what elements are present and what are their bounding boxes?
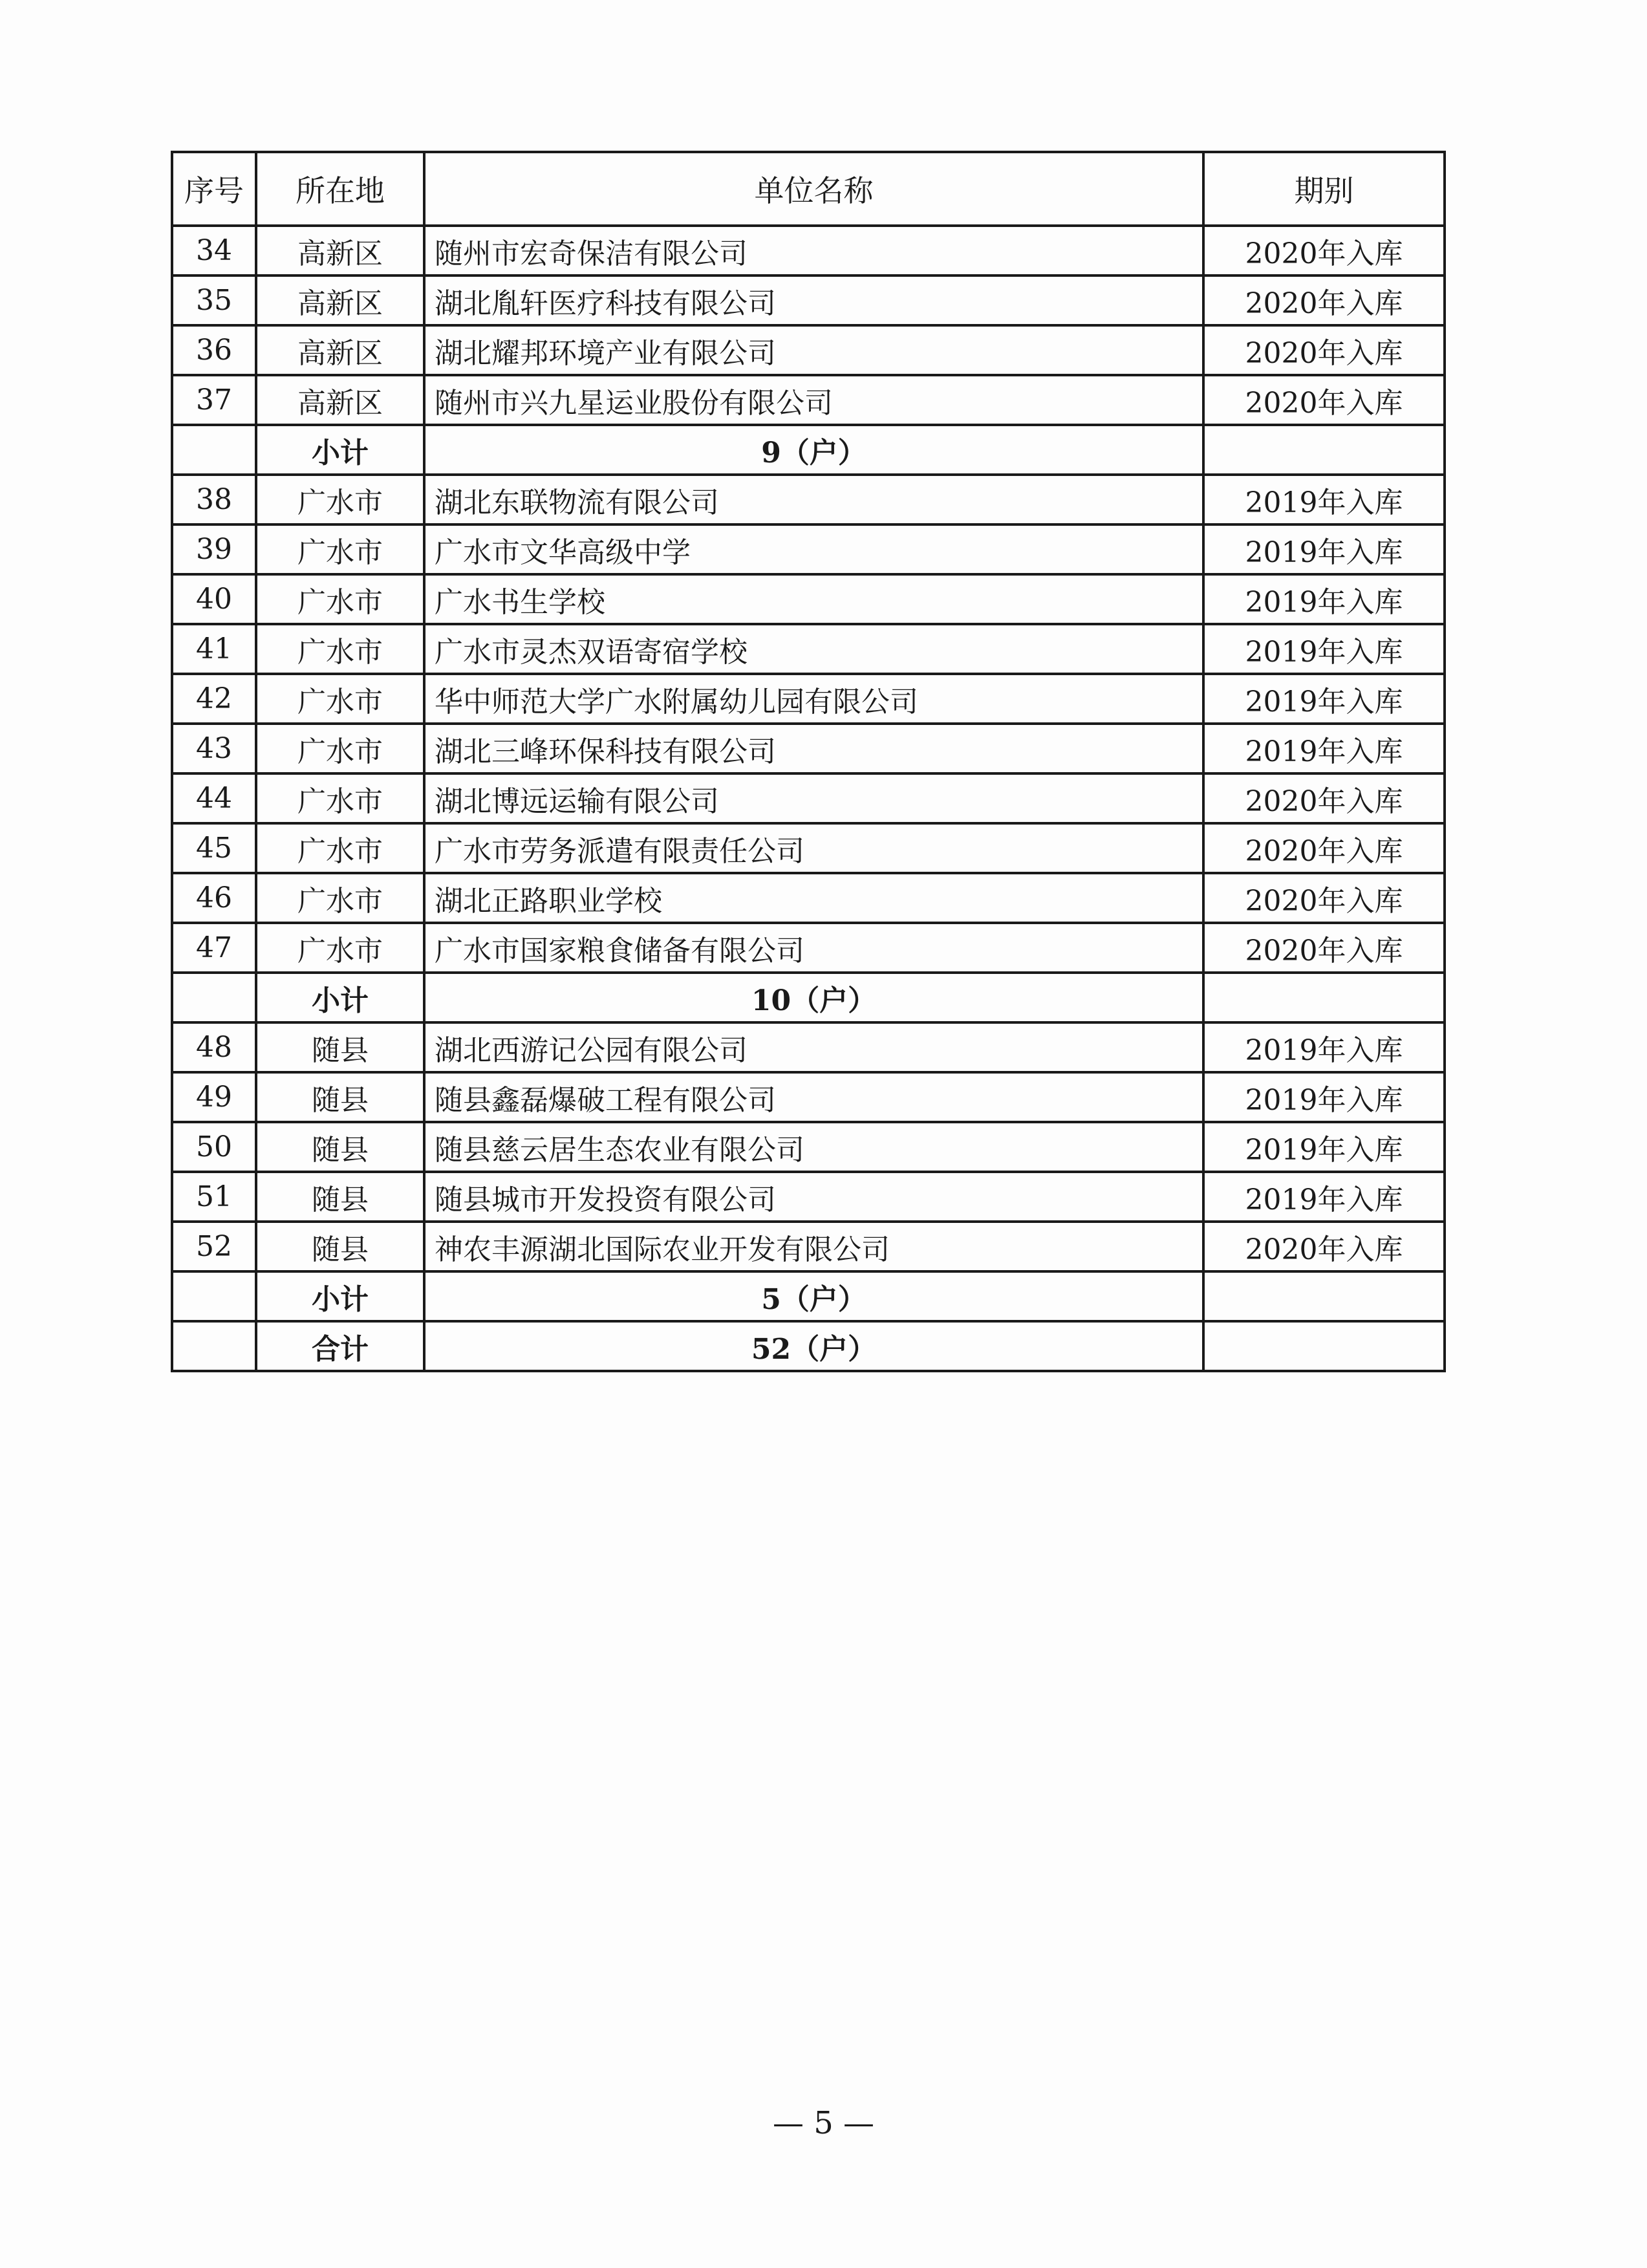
header-period: 期别 — [1203, 152, 1445, 226]
table-row — [172, 325, 1445, 375]
table-row — [172, 524, 1445, 574]
subtotal-count: 10（户） — [424, 973, 1203, 1022]
empty-cell — [1203, 1321, 1445, 1371]
unit-name-cell: 湖北西游记公园有限公司 — [424, 1022, 1203, 1072]
period-cell: 2020年入库 — [1203, 226, 1445, 275]
serial-number-cell: 44 — [172, 773, 256, 823]
empty-cell — [172, 973, 256, 1022]
table-row — [172, 1022, 1445, 1072]
table-row — [172, 923, 1445, 973]
table-row — [172, 1072, 1445, 1122]
unit-name-cell: 湖北正路职业学校 — [424, 873, 1203, 923]
location-cell: 广水市 — [256, 873, 424, 923]
table-row — [172, 574, 1445, 624]
unit-name-cell: 广水市灵杰双语寄宿学校 — [424, 624, 1203, 674]
unit-name-cell: 神农丰源湖北国际农业开发有限公司 — [424, 1222, 1203, 1271]
period-cell: 2020年入库 — [1203, 325, 1445, 375]
table-row — [172, 475, 1445, 524]
serial-number-cell: 36 — [172, 325, 256, 375]
empty-cell — [1203, 425, 1445, 475]
empty-cell — [172, 1271, 256, 1321]
serial-number-cell: 41 — [172, 624, 256, 674]
serial-number-cell: 37 — [172, 375, 256, 425]
empty-cell — [172, 425, 256, 475]
table-row — [172, 873, 1445, 923]
location-cell: 广水市 — [256, 823, 424, 873]
subtotal-count: 9（户） — [424, 425, 1203, 475]
unit-name-cell: 随州市兴九星运业股份有限公司 — [424, 375, 1203, 425]
period-cell: 2020年入库 — [1203, 873, 1445, 923]
location-cell: 广水市 — [256, 624, 424, 674]
serial-number-cell: 45 — [172, 823, 256, 873]
location-cell: 广水市 — [256, 524, 424, 574]
period-cell: 2020年入库 — [1203, 1222, 1445, 1271]
serial-number-cell: 50 — [172, 1122, 256, 1172]
header-serial-number: 序号 — [172, 152, 256, 226]
header-unit-name: 单位名称 — [424, 152, 1203, 226]
subtotal-label: 小计 — [256, 973, 424, 1022]
table-row — [172, 624, 1445, 674]
subtotal-row — [172, 425, 1445, 475]
table-row — [172, 773, 1445, 823]
serial-number-cell: 48 — [172, 1022, 256, 1072]
serial-number-cell: 52 — [172, 1222, 256, 1271]
unit-name-cell: 广水书生学校 — [424, 574, 1203, 624]
empty-cell — [1203, 1271, 1445, 1321]
location-cell: 广水市 — [256, 923, 424, 973]
table-row — [172, 275, 1445, 325]
unit-name-cell: 随县鑫磊爆破工程有限公司 — [424, 1072, 1203, 1122]
unit-name-cell: 随县城市开发投资有限公司 — [424, 1172, 1203, 1222]
unit-name-cell: 广水市劳务派遣有限责任公司 — [424, 823, 1203, 873]
period-cell: 2020年入库 — [1203, 375, 1445, 425]
location-cell: 高新区 — [256, 275, 424, 325]
location-cell: 随县 — [256, 1072, 424, 1122]
location-cell: 高新区 — [256, 325, 424, 375]
location-cell: 随县 — [256, 1172, 424, 1222]
page-number: — 5 — — [772, 2105, 875, 2141]
location-cell: 广水市 — [256, 773, 424, 823]
empty-cell — [172, 1321, 256, 1371]
table-row — [172, 1172, 1445, 1222]
unit-name-cell: 湖北三峰环保科技有限公司 — [424, 724, 1203, 773]
serial-number-cell: 38 — [172, 475, 256, 524]
location-cell: 广水市 — [256, 475, 424, 524]
serial-number-cell: 46 — [172, 873, 256, 923]
location-cell: 随县 — [256, 1122, 424, 1172]
table-row — [172, 1122, 1445, 1172]
table-row — [172, 1222, 1445, 1271]
table-row — [172, 674, 1445, 724]
period-cell: 2019年入库 — [1203, 574, 1445, 624]
period-cell: 2019年入库 — [1203, 724, 1445, 773]
serial-number-cell: 42 — [172, 674, 256, 724]
serial-number-cell: 40 — [172, 574, 256, 624]
subtotal-row — [172, 973, 1445, 1022]
subtotal-row — [172, 1271, 1445, 1321]
total-row — [172, 1321, 1445, 1371]
unit-name-cell: 湖北博远运输有限公司 — [424, 773, 1203, 823]
table-row — [172, 226, 1445, 275]
location-cell: 高新区 — [256, 375, 424, 425]
serial-number-cell: 51 — [172, 1172, 256, 1222]
location-cell: 广水市 — [256, 674, 424, 724]
subtotal-label: 小计 — [256, 1271, 424, 1321]
period-cell: 2019年入库 — [1203, 624, 1445, 674]
subtotal-count: 5（户） — [424, 1271, 1203, 1321]
unit-name-cell: 广水市文华高级中学 — [424, 524, 1203, 574]
serial-number-cell: 49 — [172, 1072, 256, 1122]
table-header-row — [172, 152, 1445, 226]
unit-name-cell: 湖北胤轩医疗科技有限公司 — [424, 275, 1203, 325]
table-row — [172, 724, 1445, 773]
serial-number-cell: 47 — [172, 923, 256, 973]
period-cell: 2019年入库 — [1203, 1172, 1445, 1222]
unit-name-cell: 广水市国家粮食储备有限公司 — [424, 923, 1203, 973]
period-cell: 2019年入库 — [1203, 475, 1445, 524]
serial-number-cell: 34 — [172, 226, 256, 275]
period-cell: 2020年入库 — [1203, 773, 1445, 823]
unit-name-cell: 华中师范大学广水附属幼儿园有限公司 — [424, 674, 1203, 724]
empty-cell — [1203, 973, 1445, 1022]
location-cell: 广水市 — [256, 574, 424, 624]
subtotal-label: 小计 — [256, 425, 424, 475]
period-cell: 2020年入库 — [1203, 275, 1445, 325]
table-body — [172, 226, 1445, 1371]
location-cell: 广水市 — [256, 724, 424, 773]
period-cell: 2019年入库 — [1203, 1122, 1445, 1172]
unit-name-cell: 随州市宏奇保洁有限公司 — [424, 226, 1203, 275]
subtotal-label: 合计 — [256, 1321, 424, 1371]
unit-name-cell: 湖北耀邦环境产业有限公司 — [424, 325, 1203, 375]
unit-name-cell: 随县慈云居生态农业有限公司 — [424, 1122, 1203, 1172]
table-row — [172, 375, 1445, 425]
location-cell: 随县 — [256, 1222, 424, 1271]
unit-name-cell: 湖北东联物流有限公司 — [424, 475, 1203, 524]
period-cell: 2019年入库 — [1203, 674, 1445, 724]
location-cell: 随县 — [256, 1022, 424, 1072]
table-row — [172, 823, 1445, 873]
unit-list-table — [171, 151, 1446, 1372]
period-cell: 2019年入库 — [1203, 1022, 1445, 1072]
serial-number-cell: 43 — [172, 724, 256, 773]
period-cell: 2020年入库 — [1203, 823, 1445, 873]
header-location: 所在地 — [256, 152, 424, 226]
serial-number-cell: 35 — [172, 275, 256, 325]
period-cell: 2019年入库 — [1203, 524, 1445, 574]
serial-number-cell: 39 — [172, 524, 256, 574]
period-cell: 2019年入库 — [1203, 1072, 1445, 1122]
period-cell: 2020年入库 — [1203, 923, 1445, 973]
subtotal-count: 52（户） — [424, 1321, 1203, 1371]
location-cell: 高新区 — [256, 226, 424, 275]
